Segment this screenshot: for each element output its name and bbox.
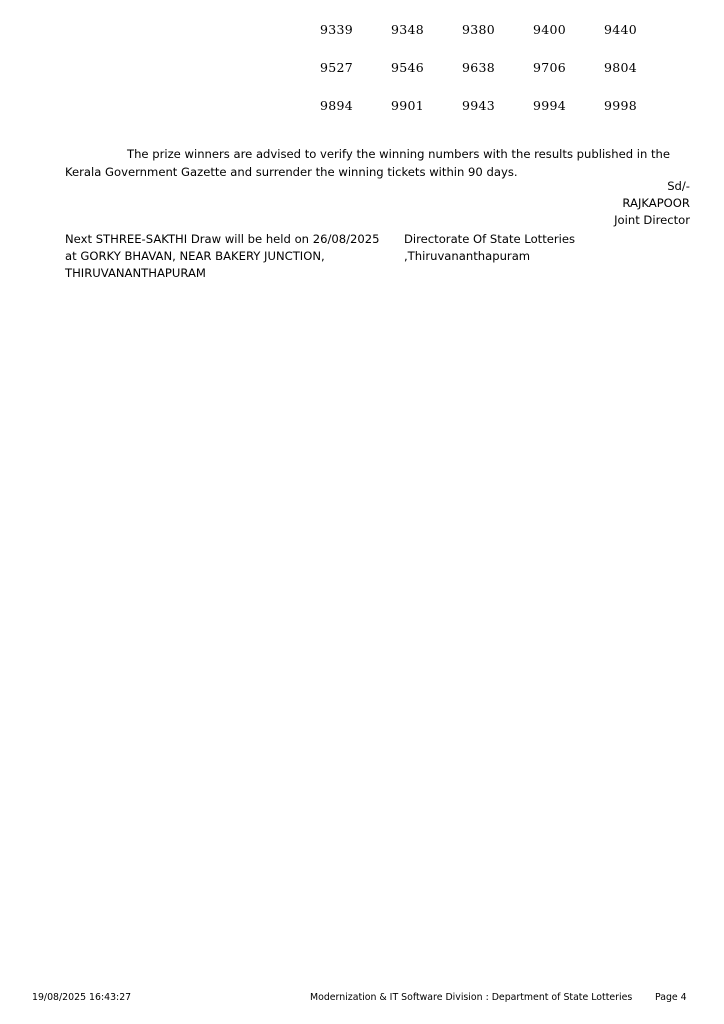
number-cell: 9804 — [604, 60, 638, 75]
number-cell: 9994 — [533, 98, 567, 113]
number-cell: 9943 — [462, 98, 496, 113]
signature-designation: Joint Director — [614, 213, 690, 227]
signature-block — [390, 178, 690, 229]
next-draw-line3: THIRUVANANTHAPURAM — [65, 266, 206, 280]
footer-division: Modernization & IT Software Division : Department of State Lotteries — [310, 992, 633, 1003]
next-draw-line2: at GORKY BHAVAN, NEAR BAKERY JUNCTION, — [65, 249, 325, 263]
number-cell: 9546 — [391, 60, 425, 75]
number-cell: 9901 — [391, 98, 425, 113]
number-cell: 9400 — [533, 22, 567, 37]
number-cell: 9638 — [462, 60, 496, 75]
next-draw-block — [65, 231, 395, 282]
winning-numbers-grid — [320, 22, 710, 136]
number-cell: 9998 — [604, 98, 638, 113]
number-cell: 9894 — [320, 98, 354, 113]
number-cell: 9706 — [533, 60, 567, 75]
table-row — [320, 98, 710, 113]
table-row — [320, 60, 710, 75]
table-row — [320, 22, 710, 37]
advisory-text: The prize winners are advised to verify the winning numbers with the results published in the Kerala Government Gazette and surrender the winning tickets within 90 days. — [65, 147, 671, 179]
number-cell: 9440 — [604, 22, 638, 37]
footer-timestamp: 19/08/2025 16:43:27 — [32, 992, 132, 1003]
number-cell: 9348 — [391, 22, 425, 37]
next-draw-line1: Next STHREE-SAKTHI Draw will be held on 26/08/2025 — [65, 232, 380, 246]
number-cell: 9527 — [320, 60, 354, 75]
page-footer — [0, 992, 724, 1008]
signature-name: RAJKAPOOR — [622, 196, 690, 210]
footer-page-number: Page 4 — [655, 992, 687, 1003]
signature-sd: Sd/- — [667, 179, 690, 193]
directorate-line: Directorate Of State Lotteries ,Thiruvananthapuram — [404, 232, 576, 263]
number-cell: 9339 — [320, 22, 354, 37]
number-cell: 9380 — [462, 22, 496, 37]
advisory-paragraph — [65, 146, 687, 181]
